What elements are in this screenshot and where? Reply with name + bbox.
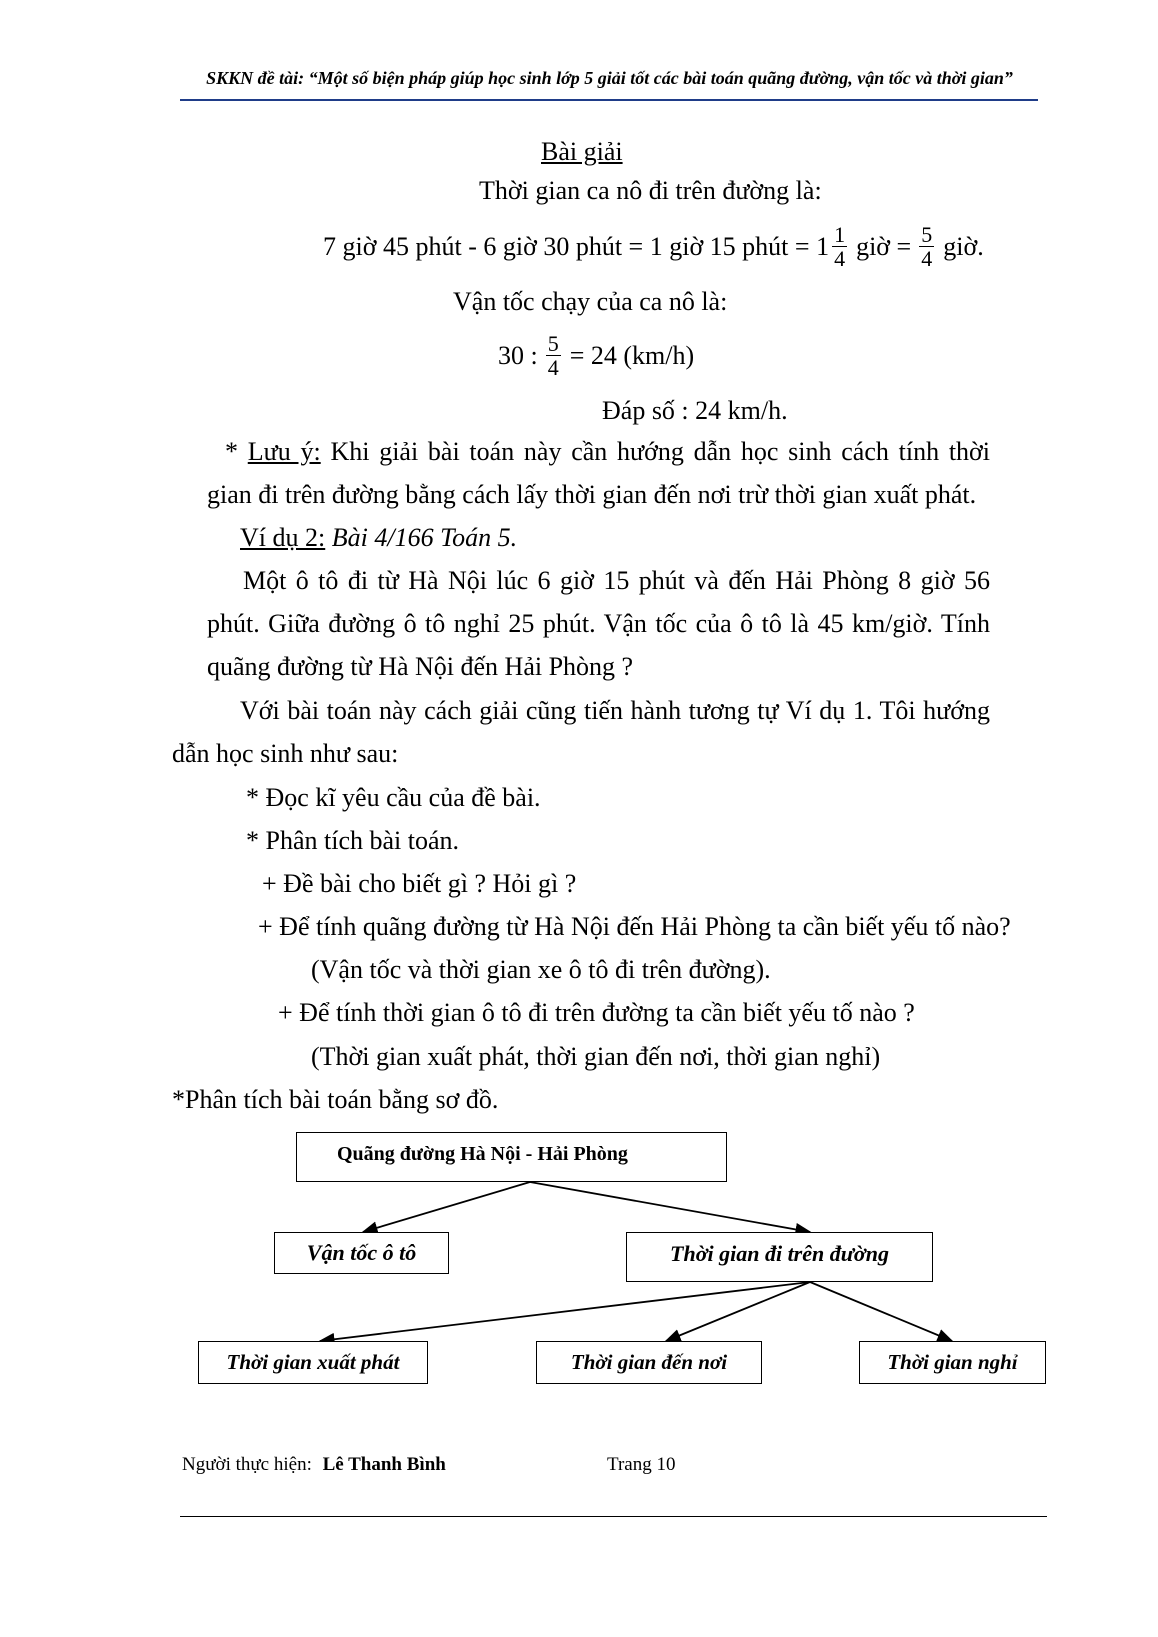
page-header: SKKN đề tài: “Một số biện pháp giúp học sinh lớp 5 giải tốt các bài toán quãng đường, vận tốc và thời gian”: [206, 68, 1013, 88]
step-1: * Đọc kĩ yêu cầu của đề bài.: [246, 783, 541, 812]
step-7: (Thời gian xuất phát, thời gian đến nơi, thời gian nghỉ): [311, 1042, 881, 1071]
calc2-pre: 30 :: [498, 340, 538, 370]
step-5: (Vận tốc và thời gian xe ô tô đi trên đường).: [311, 955, 771, 984]
arrow-time-to-rest: [810, 1282, 952, 1341]
step-8: *Phân tích bài toán bằng sơ đồ.: [172, 1085, 499, 1114]
footer-page-number: Trang 10: [607, 1454, 676, 1475]
arrow-root-to-speed: [363, 1182, 530, 1232]
step-3: + Đề bài cho biết gì ? Hỏi gì ?: [262, 869, 577, 898]
diagram-start-box: Thời gian xuất phát: [198, 1341, 428, 1384]
diagram-rest-box: Thời gian nghỉ: [859, 1341, 1046, 1384]
calc1-mixed-num: 1: [834, 222, 846, 247]
example2-ref: Bài 4/166 Toán 5.: [331, 523, 518, 552]
note-line-2: gian đi trên đường bằng cách lấy thời gian đến nơi trừ thời gian xuất phát.: [207, 480, 977, 509]
solution-line-2: Vận tốc chạy của ca nô là:: [453, 287, 728, 316]
note-text-1: Khi giải bài toán này cần hướng dẫn học sinh cách tính thời: [330, 437, 991, 466]
note-label: Lưu ý:: [247, 437, 321, 466]
step-4: + Để tính quãng đường từ Hà Nội đến Hải Phòng ta cần biết yếu tố nào?: [258, 912, 1011, 941]
note-star: *: [225, 437, 238, 466]
calc2-den: 4: [547, 355, 559, 381]
calc1-text: 7 giờ 45 phút - 6 giờ 30 phút = 1 giờ 15 phút = 1: [323, 231, 830, 261]
footer-author-label: Người thực hiện:: [182, 1454, 312, 1475]
arrow-root-to-time: [530, 1182, 810, 1232]
calc1-frac-den: 4: [921, 246, 933, 272]
example2-label: Ví dụ 2:: [240, 523, 326, 552]
calc2-post: = 24 (km/h): [569, 340, 695, 370]
step-6: + Để tính thời gian ô tô đi trên đường ta cần biết yếu tố nào ?: [278, 998, 915, 1027]
diagram-arrive-box: Thời gian đến nơi: [536, 1341, 762, 1384]
diagram-speed-box: Vận tốc ô tô: [274, 1232, 449, 1274]
answer: Đáp số : 24 km/h.: [602, 396, 788, 425]
calc1-frac-num: 5: [921, 222, 933, 247]
diagram-time-box: Thời gian đi trên đường: [626, 1232, 933, 1282]
example2-p2: phút. Giữa đường ô tô nghỉ 25 phút. Vận tốc của ô tô là 45 km/giờ. Tính: [207, 609, 990, 638]
example2-p1: Một ô tô đi từ Hà Nội lúc 6 giờ 15 phút và đến Hải Phòng 8 giờ 56: [243, 566, 990, 595]
example2-p5: dẫn học sinh như sau:: [172, 739, 399, 768]
diagram-root-box: Quãng đường Hà Nội - Hải Phòng: [296, 1132, 727, 1182]
calc1-end: giờ.: [943, 231, 984, 261]
example2-p4: Với bài toán này cách giải cũng tiến hành tương tự Ví dụ 1. Tôi hướng: [240, 696, 990, 725]
calc1-mixed-den: 4: [834, 246, 846, 272]
footer-author-name: Lê Thanh Bình: [322, 1454, 446, 1475]
calc2-num: 5: [547, 331, 559, 356]
solution-line-1: Thời gian ca nô đi trên đường là:: [479, 176, 822, 205]
step-2: * Phân tích bài toán.: [246, 826, 460, 855]
calc1-mid: giờ =: [856, 231, 912, 261]
solution-title: Bài giải: [541, 137, 623, 166]
example2-p3: quãng đường từ Hà Nội đến Hải Phòng ?: [207, 652, 634, 681]
footer-rule: [180, 1516, 1047, 1517]
footer-author: [182, 1454, 446, 1476]
